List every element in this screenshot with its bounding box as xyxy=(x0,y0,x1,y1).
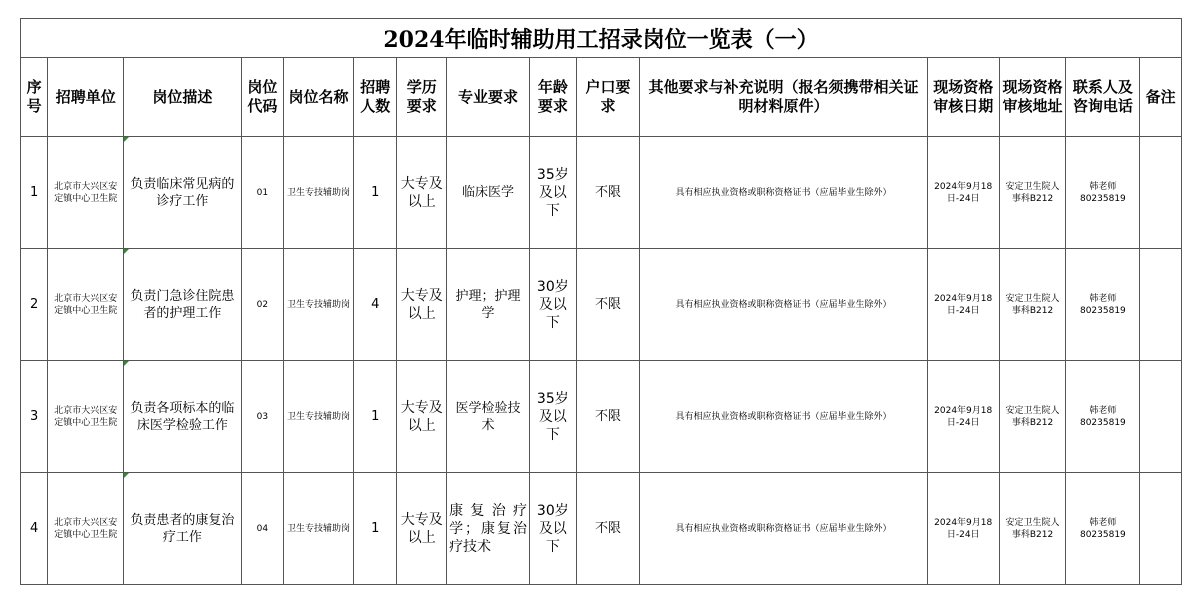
cell-contact xyxy=(1066,473,1140,585)
table-row xyxy=(21,473,1182,585)
cell-hukou: 不限 xyxy=(576,473,640,585)
cell-hukou: 不限 xyxy=(576,361,640,473)
cell-location: 安定卫生院人事科B212 xyxy=(999,137,1066,249)
table-row xyxy=(21,137,1182,249)
cell-other: 具有相应执业资格或职称资格证书（应届毕业生除外） xyxy=(640,249,927,361)
cell-edu: 大专及以上 xyxy=(397,473,447,585)
cell-desc: 负责临床常见病的诊疗工作 xyxy=(124,137,241,249)
cell-unit: 北京市大兴区安定镇中心卫生院 xyxy=(48,249,124,361)
contact-phone: 80235819 xyxy=(1079,529,1126,540)
cell-contact xyxy=(1066,137,1140,249)
cell-other: 具有相应执业资格或职称资格证书（应届毕业生除外） xyxy=(640,473,927,585)
contact-name: 韩老师 xyxy=(1089,405,1117,416)
cell-code: 04 xyxy=(241,473,284,585)
header-code: 岗位代码 xyxy=(241,58,284,137)
table-title: 2024年临时辅助用工招录岗位一览表（一） xyxy=(21,19,1182,58)
cell-location: 安定卫生院人事科B212 xyxy=(999,249,1066,361)
cell-date: 2024年9月18日-24日 xyxy=(927,249,999,361)
cell-count: 1 xyxy=(353,361,397,473)
cell-age: 35岁及以下 xyxy=(530,137,577,249)
header-seq: 序号 xyxy=(21,58,48,137)
cell-major: 临床医学 xyxy=(447,137,530,249)
header-age: 年龄要求 xyxy=(530,58,577,137)
cell-name: 卫生专技辅助岗 xyxy=(284,137,354,249)
recruitment-table-sheet xyxy=(20,18,1182,585)
cell-name: 卫生专技辅助岗 xyxy=(284,473,354,585)
cell-count: 1 xyxy=(353,473,397,585)
cell-seq: 1 xyxy=(21,137,48,249)
cell-code: 03 xyxy=(241,361,284,473)
header-name: 岗位名称 xyxy=(284,58,354,137)
cell-unit: 北京市大兴区安定镇中心卫生院 xyxy=(48,361,124,473)
header-location: 现场资格审核地址 xyxy=(999,58,1066,137)
cell-major: 护理；护理学 xyxy=(447,249,530,361)
cell-contact xyxy=(1066,249,1140,361)
table-row xyxy=(21,249,1182,361)
cell-name: 卫生专技辅助岗 xyxy=(284,361,354,473)
contact-name: 韩老师 xyxy=(1089,293,1117,304)
cell-note xyxy=(1140,473,1182,585)
contact-phone: 80235819 xyxy=(1079,417,1126,428)
header-note: 备注 xyxy=(1140,58,1182,137)
cell-edu: 大专及以上 xyxy=(397,249,447,361)
cell-desc: 负责各项标本的临床医学检验工作 xyxy=(124,361,241,473)
cell-note xyxy=(1140,361,1182,473)
cell-edu: 大专及以上 xyxy=(397,137,447,249)
cell-major: 医学检验技术 xyxy=(447,361,530,473)
cell-code: 02 xyxy=(241,249,284,361)
cell-hukou: 不限 xyxy=(576,249,640,361)
recruitment-table xyxy=(20,18,1182,585)
cell-date: 2024年9月18日-24日 xyxy=(927,361,999,473)
cell-age: 30岁及以下 xyxy=(530,249,577,361)
cell-date: 2024年9月18日-24日 xyxy=(927,137,999,249)
cell-age: 30岁及以下 xyxy=(530,473,577,585)
cell-seq: 4 xyxy=(21,473,48,585)
cell-major: 康复治疗学；康复治疗技术 xyxy=(447,473,530,585)
cell-edu: 大专及以上 xyxy=(397,361,447,473)
cell-note xyxy=(1140,249,1182,361)
header-edu: 学历要求 xyxy=(397,58,447,137)
cell-seq: 2 xyxy=(21,249,48,361)
cell-other: 具有相应执业资格或职称资格证书（应届毕业生除外） xyxy=(640,361,927,473)
cell-count: 1 xyxy=(353,137,397,249)
cell-note xyxy=(1140,137,1182,249)
header-desc: 岗位描述 xyxy=(124,58,241,137)
header-count: 招聘人数 xyxy=(353,58,397,137)
header-major: 专业要求 xyxy=(447,58,530,137)
cell-age: 35岁及以下 xyxy=(530,361,577,473)
contact-name: 韩老师 xyxy=(1089,517,1117,528)
cell-contact xyxy=(1066,361,1140,473)
contact-phone: 80235819 xyxy=(1079,193,1126,204)
table-row xyxy=(21,361,1182,473)
cell-name: 卫生专技辅助岗 xyxy=(284,249,354,361)
header-hukou: 户口要求 xyxy=(576,58,640,137)
contact-name: 韩老师 xyxy=(1089,181,1117,192)
cell-location: 安定卫生院人事科B212 xyxy=(999,473,1066,585)
cell-other: 具有相应执业资格或职称资格证书（应届毕业生除外） xyxy=(640,137,927,249)
header-date: 现场资格审核日期 xyxy=(927,58,999,137)
header-other: 其他要求与补充说明（报名须携带相关证明材料原件） xyxy=(640,58,927,137)
cell-count: 4 xyxy=(353,249,397,361)
cell-location: 安定卫生院人事科B212 xyxy=(999,361,1066,473)
cell-code: 01 xyxy=(241,137,284,249)
cell-desc: 负责门急诊住院患者的护理工作 xyxy=(124,249,241,361)
cell-unit: 北京市大兴区安定镇中心卫生院 xyxy=(48,473,124,585)
cell-date: 2024年9月18日-24日 xyxy=(927,473,999,585)
cell-seq: 3 xyxy=(21,361,48,473)
header-unit: 招聘单位 xyxy=(48,58,124,137)
cell-hukou: 不限 xyxy=(576,137,640,249)
header-contact: 联系人及咨询电话 xyxy=(1066,58,1140,137)
cell-unit: 北京市大兴区安定镇中心卫生院 xyxy=(48,137,124,249)
cell-desc: 负责患者的康复治疗工作 xyxy=(124,473,241,585)
contact-phone: 80235819 xyxy=(1079,305,1126,316)
